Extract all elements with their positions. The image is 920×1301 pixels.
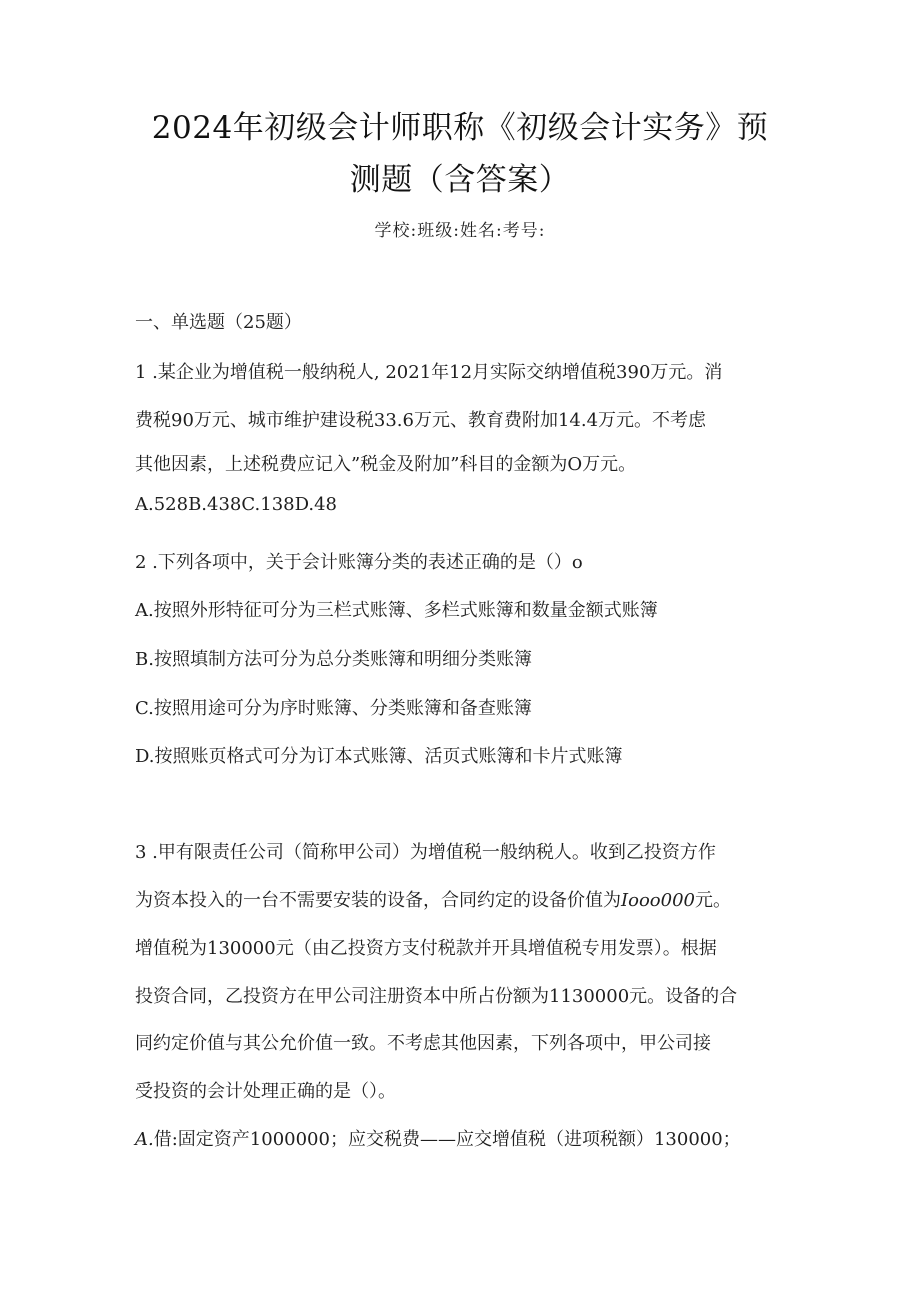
q3-line-1: 3 .甲有限责任公司（简称甲公司）为增值税一般纳税人。收到乙投资方作	[135, 842, 716, 863]
q2-option-c: C.按照用途可分为序时账簿、分类账簿和备查账簿	[135, 698, 532, 719]
q3-line-5: 同约定价值与其公允价值一致。不考虑其他因素，下列各项中，甲公司接	[135, 1033, 711, 1054]
q2-option-a: A.按照外形特征可分为三栏式账簿、多栏式账簿和数量金额式账簿	[135, 600, 658, 621]
q2-option-b: B.按照填制方法可分为总分类账簿和明细分类账簿	[135, 649, 532, 670]
q3-option-a	[135, 1127, 741, 1153]
q2-line-1: 2 .下列各项中，关于会计账簿分类的表述正确的是（）o	[135, 552, 583, 573]
document-subtitle: 学校:班级:姓名:考号:	[374, 221, 546, 241]
q3-device-value: Iooo000	[621, 890, 695, 911]
q3-line-2	[135, 888, 731, 914]
q1-line-3: 其他因素，上述税费应记入”税金及附加”科目的金额为O万元。	[135, 454, 637, 475]
q2-option-d: D.按照账页格式可分为订本式账簿、活页式账簿和卡片式账簿	[135, 746, 623, 767]
q3-line-2-suffix: 元。	[694, 890, 731, 911]
section-heading: 一、单选题（25题）	[135, 312, 302, 333]
q1-line-1: 1 .某企业为增值税一般纳税人, 2021年12月实际交纳增值税390万元。消	[135, 362, 723, 383]
q3-option-a-text: 借:固定资产1000000；应交税费——应交增值税（进项税额）130000；	[153, 1129, 741, 1150]
q3-option-a-prefix: A.	[135, 1129, 154, 1150]
q3-line-6: 受投资的会计处理正确的是（）。	[135, 1081, 396, 1102]
document-title-line-2: 测题（含答案）	[349, 162, 571, 198]
q3-line-4: 投资合同，乙投资方在甲公司注册资本中所占份额为1130000元。设备的合	[135, 986, 738, 1007]
q3-line-3: 增值税为130000元（由乙投资方支付税款并开具增值税专用发票）。根据	[135, 938, 717, 959]
q3-line-2-text: 为资本投入的一台不需要安装的设备，合同约定的设备价值为	[135, 890, 621, 911]
q1-line-2: 费税90万元、城市维护建设税33.6万元、教育费附加14.4万元。不考虑	[135, 410, 707, 431]
q1-options: A.528B.438C.138D.48	[135, 494, 338, 515]
document-title-line-1: 2024年初级会计师职称《初级会计实务》预	[151, 110, 769, 146]
